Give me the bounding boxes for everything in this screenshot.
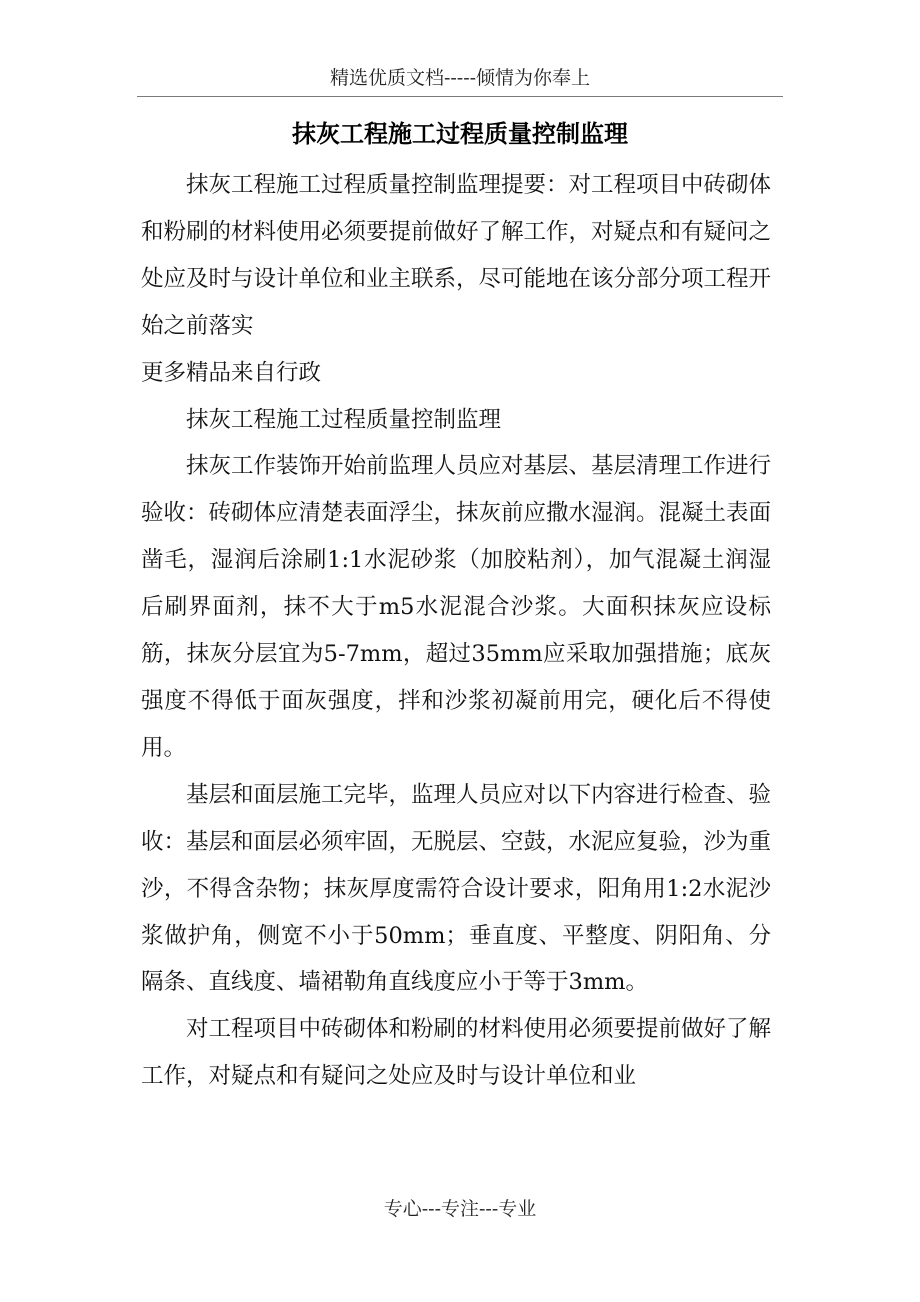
paragraph-material-review: 对工程项目中砖砌体和粉刷的材料使用必须要提前做好了解工作，对疑点和有疑问之处应及时与设计单位和业: [141, 1016, 772, 1090]
page-header: 精选优质文档-----倾情为你奉上: [329, 67, 591, 89]
paragraph-summary: 抹灰工程施工过程质量控制监理提要：对工程项目中砖砌体和粉刷的材料使用必须要提前做好了解工作，对疑点和有疑问之处应及时与设计单位和业主联系，尽可能地在该分部分项工程开始之前落实: [141, 172, 772, 339]
paragraph-base-inspection: 抹灰工作装饰开始前监理人员应对基层、基层清理工作进行验收：砖砌体应清楚表面浮尘，抹灰前应撒水湿润。混凝土表面凿毛，湿润后涂刷1:1水泥砂浆（加胶粘剂），加气混凝土润湿后刷界面剂，抹不大于m5水泥混合沙浆。大面积抹灰应设标筋，抹灰分层宜为5-7mm，超过35mm应采取加强措施；底灰强度不得低于面灰强度，拌和沙浆初凝前用完，硬化后不得使用。: [141, 453, 772, 761]
paragraph-completion-check: 基层和面层施工完毕，监理人员应对以下内容进行检查、验收：基层和面层必须牢固，无脱层、空鼓，水泥应复验，沙为重沙，不得含杂物；抹灰厚度需符合设计要求，阳角用1:2水泥沙浆做护角，侧宽不小于50mm；垂直度、平整度、阴阳角、分隔条、直线度、墙裙勒角直线度应小于等于3mm。: [141, 781, 772, 996]
header-divider: [137, 96, 783, 97]
paragraph-subheading: 抹灰工程施工过程质量控制监理: [186, 406, 502, 433]
document-title: 抹灰工程施工过程质量控制监理: [292, 119, 628, 148]
page-footer: 专心---专注---专业: [383, 1198, 537, 1220]
paragraph-source-note: 更多精品来自行政: [141, 359, 322, 386]
document-body: [141, 162, 771, 1100]
